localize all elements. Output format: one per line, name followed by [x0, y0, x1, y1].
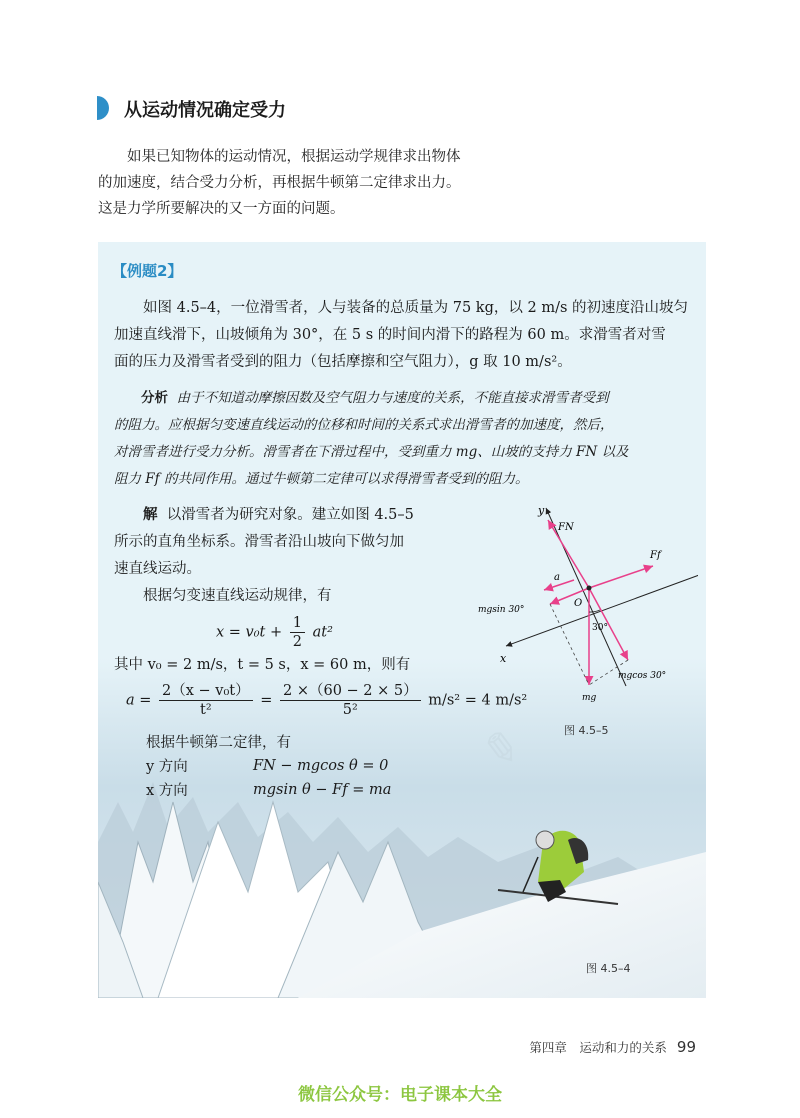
- label-ff: Ff: [650, 550, 661, 561]
- photo-caption: 图 4.5–4: [586, 962, 631, 975]
- analysis-text: [114, 385, 698, 493]
- label-fn: FN: [558, 522, 574, 533]
- label-angle: 30°: [592, 623, 608, 633]
- eq1-frac-den: 2: [292, 634, 302, 650]
- section-marker: [97, 96, 109, 120]
- wechat-watermark: 微信公众号：电子课本大全: [298, 1085, 502, 1105]
- solution-line-2: 所示的直角坐标系。滑雪者沿山坡向下做匀加: [114, 534, 404, 550]
- example-box: [98, 242, 706, 998]
- label-o: O: [574, 598, 583, 609]
- label-mgcos: mgcos 30°: [618, 671, 667, 681]
- eq1-right: at²: [312, 624, 333, 641]
- eq2-tail: m/s² = 4 m/s²: [428, 692, 528, 709]
- section-title: 从运动情况确定受力: [124, 100, 286, 121]
- solution-line-3: 速直线运动。: [114, 561, 201, 577]
- equation-acceleration: [126, 682, 527, 719]
- y-direction-equation: FN − mgcos θ = 0: [253, 758, 389, 774]
- analysis-line-1: 由于不知道动摩擦因数及空气阻力与速度的关系，不能直接求滑雪者受到: [176, 390, 609, 406]
- eq2-num-1: 2（x − v₀t）: [159, 682, 253, 701]
- label-y: y: [538, 504, 545, 517]
- given-values: 其中 v₀ = 2 m/s，t = 5 s，x = 60 m，则有: [114, 657, 411, 673]
- y-direction-label: y 方向: [146, 759, 188, 775]
- intro-line-2: 的加速度，结合受力分析，再根据牛顿第二定律求出力。: [98, 175, 461, 191]
- solution-text: [114, 502, 444, 610]
- page-number: 99: [676, 1038, 696, 1056]
- diagram-caption: 图 4.5–5: [564, 724, 609, 737]
- problem-line-3: 面的压力及滑雪者受到的阻力（包括摩擦和空气阻力），g 取 10 m/s²。: [114, 354, 572, 370]
- eq1-frac-num: 1: [290, 614, 305, 633]
- eq1-left: x = v₀t +: [216, 624, 283, 641]
- intro-line-3: 这是力学所要解决的又一方面的问题。: [98, 201, 345, 217]
- x-direction-label: x 方向: [146, 783, 188, 799]
- analysis-line-2: 的阻力。应根据匀变速直线运动的位移和时间的关系式求出滑雪者的加速度，然后，: [114, 417, 614, 433]
- eq2-num-2: 2 ×（60 − 2 × 5）: [280, 682, 421, 701]
- label-a: a: [554, 572, 560, 583]
- friction-force-arrow: [589, 566, 653, 588]
- rule-1: 根据匀变速直线运动规律，有: [143, 588, 332, 604]
- origin-point: [587, 586, 592, 591]
- eq2-equals: =: [260, 692, 273, 709]
- problem-line-1: 如图 4.5–4，一位滑雪者，人与装备的总质量为 75 kg，以 2 m/s 的初速度沿山坡匀: [143, 300, 689, 316]
- label-mg: mg: [582, 693, 597, 703]
- y-axis: [546, 508, 626, 686]
- label-x: x: [500, 652, 507, 665]
- rule-2: 根据牛顿第二定律，有: [146, 735, 291, 751]
- problem-text: [114, 295, 694, 376]
- intro-line-1: 如果已知物体的运动情况，根据运动学规律求出物体: [127, 149, 461, 165]
- x-direction-equation: mgsin θ − Ff = ma: [253, 782, 392, 798]
- chapter-title: 第四章 运动和力的关系: [529, 1040, 667, 1055]
- solution-label: 解: [143, 507, 158, 523]
- faint-watermark: ✎: [478, 722, 517, 776]
- analysis-line-4: 阻力 Ff 的共同作用。通过牛顿第二定律可以求得滑雪者受到的阻力。: [114, 471, 529, 487]
- eq2-den-1: t²: [200, 702, 212, 718]
- analysis-line-3: 对滑雪者进行受力分析。滑雪者在下滑过程中，受到重力 mg、山坡的支持力 FN 以及: [114, 444, 629, 460]
- intro-paragraph: [98, 144, 518, 222]
- mgsin-arrow: [550, 588, 589, 604]
- eq2-a: a =: [126, 692, 152, 709]
- problem-line-2: 加速直线滑下，山坡倾角为 30°，在 5 s 的时间内滑下的路程为 60 m。求滑雪者对雪: [114, 327, 666, 343]
- analysis-label: 分析: [141, 390, 168, 406]
- eq2-den-2: 5²: [342, 702, 358, 718]
- page-footer: [529, 1038, 696, 1056]
- solution-line-1: 以滑雪者为研究对象。建立如图 4.5–5: [166, 507, 414, 523]
- equation-displacement: [216, 614, 333, 651]
- label-mgsin: mgsin 30°: [478, 605, 525, 615]
- example-tag: 【例题2】: [112, 262, 183, 280]
- force-diagram: [478, 500, 698, 730]
